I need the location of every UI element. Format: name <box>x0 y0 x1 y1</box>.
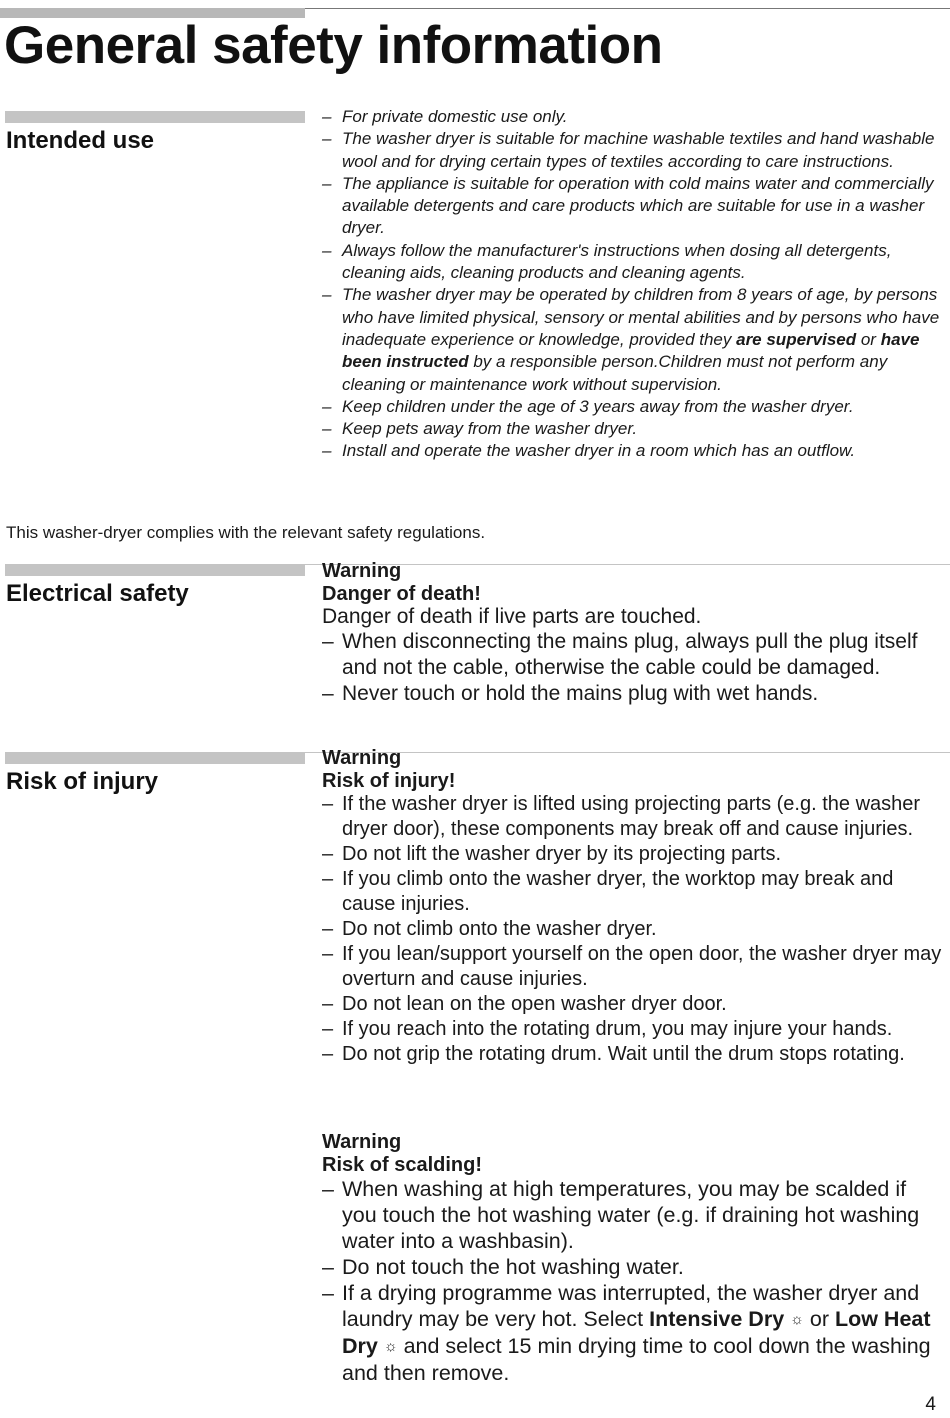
warning-title: Risk of injury! <box>322 769 456 792</box>
warning-label: Warning <box>322 560 402 582</box>
list-item: – Keep children under the age of 3 years away from the washer dryer. <box>322 396 944 418</box>
list-item: – Do not lift the washer dryer by its projecting parts. <box>322 842 944 867</box>
warning-label: Warning <box>322 1131 402 1153</box>
electrical-list <box>322 629 944 707</box>
list-item <box>322 1280 944 1386</box>
programme-name-low-heat-dry: Low Heat Dry <box>342 1307 931 1358</box>
list-item: – Do not lean on the open washer dryer door. <box>322 992 944 1017</box>
section-bar-intended-use <box>5 111 305 123</box>
list-item: – If you lean/support yourself on the open door, the washer dryer may overturn and cause injuries. <box>322 942 944 992</box>
warning-intro: Danger of death if live parts are touched. <box>322 605 702 628</box>
list-item: – The washer dryer is suitable for machine washable textiles and hand washable wool and for drying certain types of textiles according to care instructions. <box>322 128 944 173</box>
programme-name-intensive-dry: Intensive Dry <box>649 1307 785 1331</box>
electrical-warning <box>322 560 944 707</box>
list-item: – Always follow the manufacturer's instructions when dosing all detergents, cleaning aids, cleaning products and cleaning agents. <box>322 240 944 285</box>
list-item: – The appliance is suitable for operation with cold mains water and commercially available detergents and care products which are suitable for use in a washer dryer. <box>322 173 944 240</box>
warning-label: Warning <box>322 747 402 769</box>
warning-title: Risk of scalding! <box>322 1153 483 1176</box>
page-title: General safety information <box>4 16 663 75</box>
list-item: – If you climb onto the washer dryer, the worktop may break and cause injuries. <box>322 867 944 917</box>
intended-use-list <box>322 106 944 463</box>
list-item: – Do not grip the rotating drum. Wait until the drum stops rotating. <box>322 1042 944 1067</box>
sun-icon: ☼ <box>790 1311 804 1328</box>
bold-text: have been instructed <box>342 329 920 372</box>
text-segment: and select 15 min drying time to cool down the washing and then remove. <box>342 1334 931 1385</box>
section-bar-electrical-safety <box>5 564 305 576</box>
header-rule <box>305 8 950 9</box>
bold-text: are supervised <box>736 329 857 349</box>
text-segment: by a responsible person.Children must not perform any cleaning or maintenance work without supervision. <box>342 352 888 394</box>
list-item: – Never touch or hold the mains plug with wet hands. <box>322 681 944 707</box>
list-item: – If the washer dryer is lifted using projecting parts (e.g. the washer dryer door), these components may break off and cause injuries. <box>322 792 944 842</box>
list-item: – Keep pets away from the washer dryer. <box>322 418 944 440</box>
list-item: – Do not touch the hot washing water. <box>322 1254 944 1280</box>
page-number: 4 <box>925 1394 936 1415</box>
scalding-warning <box>322 1131 944 1386</box>
text-segment: The washer dryer may be operated by children from 8 years of age, by persons who have limited physical, sensory or mental abilities and by persons who have inadequate experience or knowledge, provided they <box>342 285 940 349</box>
list-item: – When disconnecting the mains plug, always pull the plug itself and not the cable, otherwise the cable could be damaged. <box>322 629 944 681</box>
injury-warning <box>322 747 944 1067</box>
sun-icon: ☼ <box>383 1338 398 1355</box>
scalding-list <box>322 1176 944 1386</box>
section-bar-risk-of-injury <box>5 752 305 764</box>
section-heading-intended-use: Intended use <box>6 127 155 154</box>
compliance-note: This washer-dryer complies with the relevant safety regulations. <box>6 523 486 542</box>
list-item: – Do not climb onto the washer dryer. <box>322 917 944 942</box>
text-segment: or <box>856 329 881 349</box>
warning-title: Danger of death! <box>322 582 481 605</box>
list-item: – When washing at high temperatures, you may be scalded if you touch the hot washing water (e.g. if draining hot washing water into a washbasin). <box>322 1176 944 1254</box>
list-item: – Install and operate the washer dryer in a room which has an outflow. <box>322 440 944 462</box>
section-heading-risk-of-injury: Risk of injury <box>6 768 159 795</box>
text-segment: If a drying programme was interrupted, the washer dryer and laundry may be very hot. Select <box>342 1281 920 1331</box>
text-segment: or <box>803 1307 835 1331</box>
list-item: – If you reach into the rotating drum, you may injure your hands. <box>322 1017 944 1042</box>
injury-list <box>322 792 944 1067</box>
section-heading-electrical-safety: Electrical safety <box>6 580 189 607</box>
list-item <box>322 284 944 395</box>
list-item: – For private domestic use only. <box>322 106 944 128</box>
